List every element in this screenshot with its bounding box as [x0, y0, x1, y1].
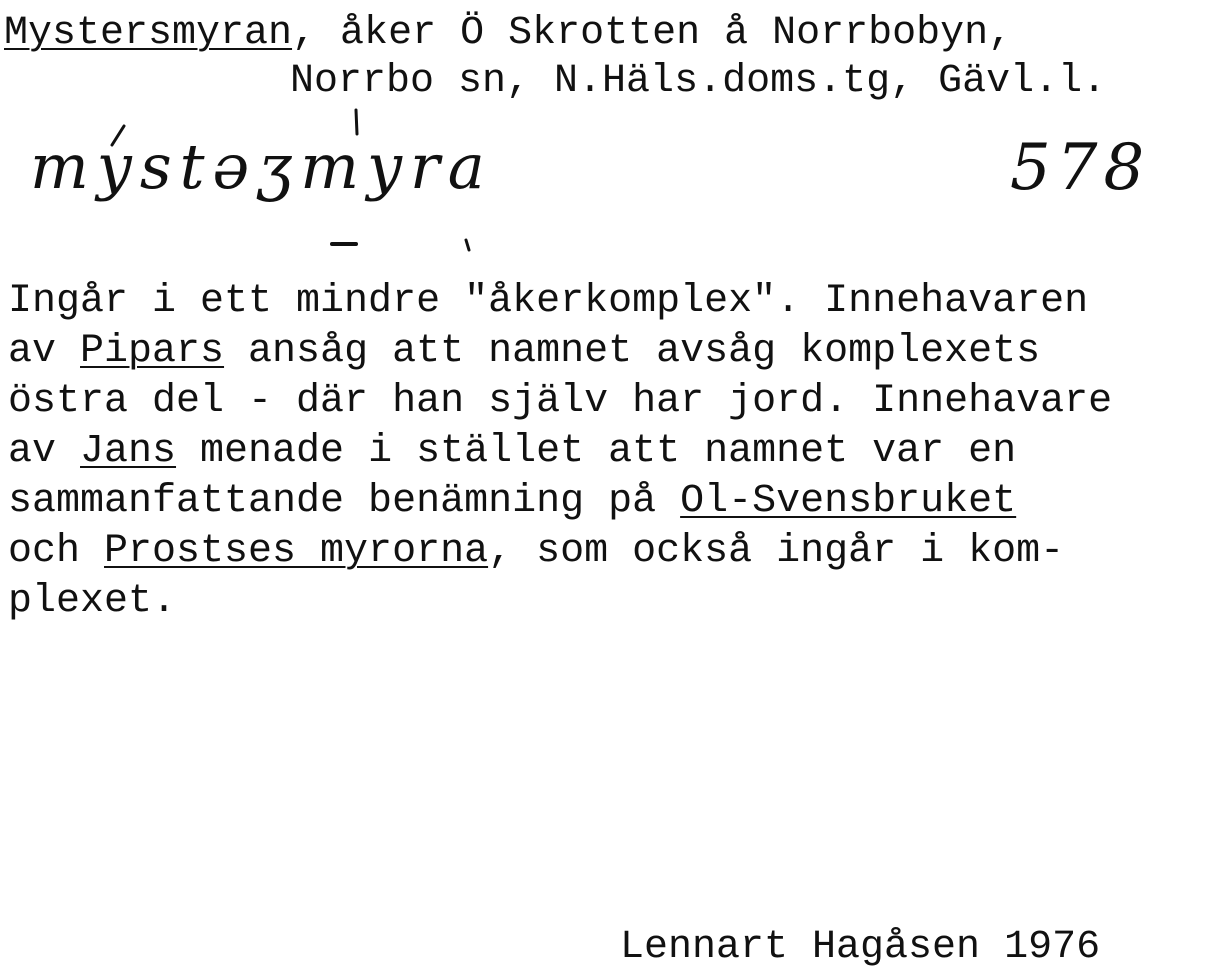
body-line-2: av Pipars ansåg att namnet avsåg komplexets	[8, 329, 1041, 374]
farm-name-pipars: Pipars	[80, 329, 225, 374]
card-number: 578	[1010, 131, 1151, 205]
signature: Lennart Hagåsen 1976	[620, 925, 1101, 970]
header-rest: , åker Ö Skrotten å Norrbobyn,	[292, 11, 1013, 56]
body-line-6: och Prostses myrorna, som också ingår i kom-	[8, 529, 1065, 574]
body-line-4: av Jans menade i stället att namnet var en	[8, 429, 1017, 474]
header-line-1	[4, 11, 1013, 56]
handwritten-phonetic: mystəʒmyra	[30, 130, 493, 203]
place-name-ol-svensbruket: Ol-Svensbruket	[680, 479, 1017, 524]
farm-name-jans: Jans	[80, 429, 177, 474]
place-name: Mystersmyran	[4, 11, 293, 56]
body-line-1: Ingår i ett mindre "åkerkomplex". Innehavaren	[8, 279, 1089, 324]
header-line-2: Norrbo sn, N.Häls.doms.tg, Gävl.l.	[290, 59, 1107, 104]
place-name-prostses-myrorna: Prostses myrorna	[104, 529, 489, 574]
body-line-7: plexet.	[8, 579, 177, 624]
stress-tick	[466, 240, 469, 250]
body-line-5: sammanfattande benämning på Ol-Svensbruket	[8, 479, 1017, 524]
body-line-3: östra del - där han själv har jord. Innehavare	[8, 379, 1113, 424]
